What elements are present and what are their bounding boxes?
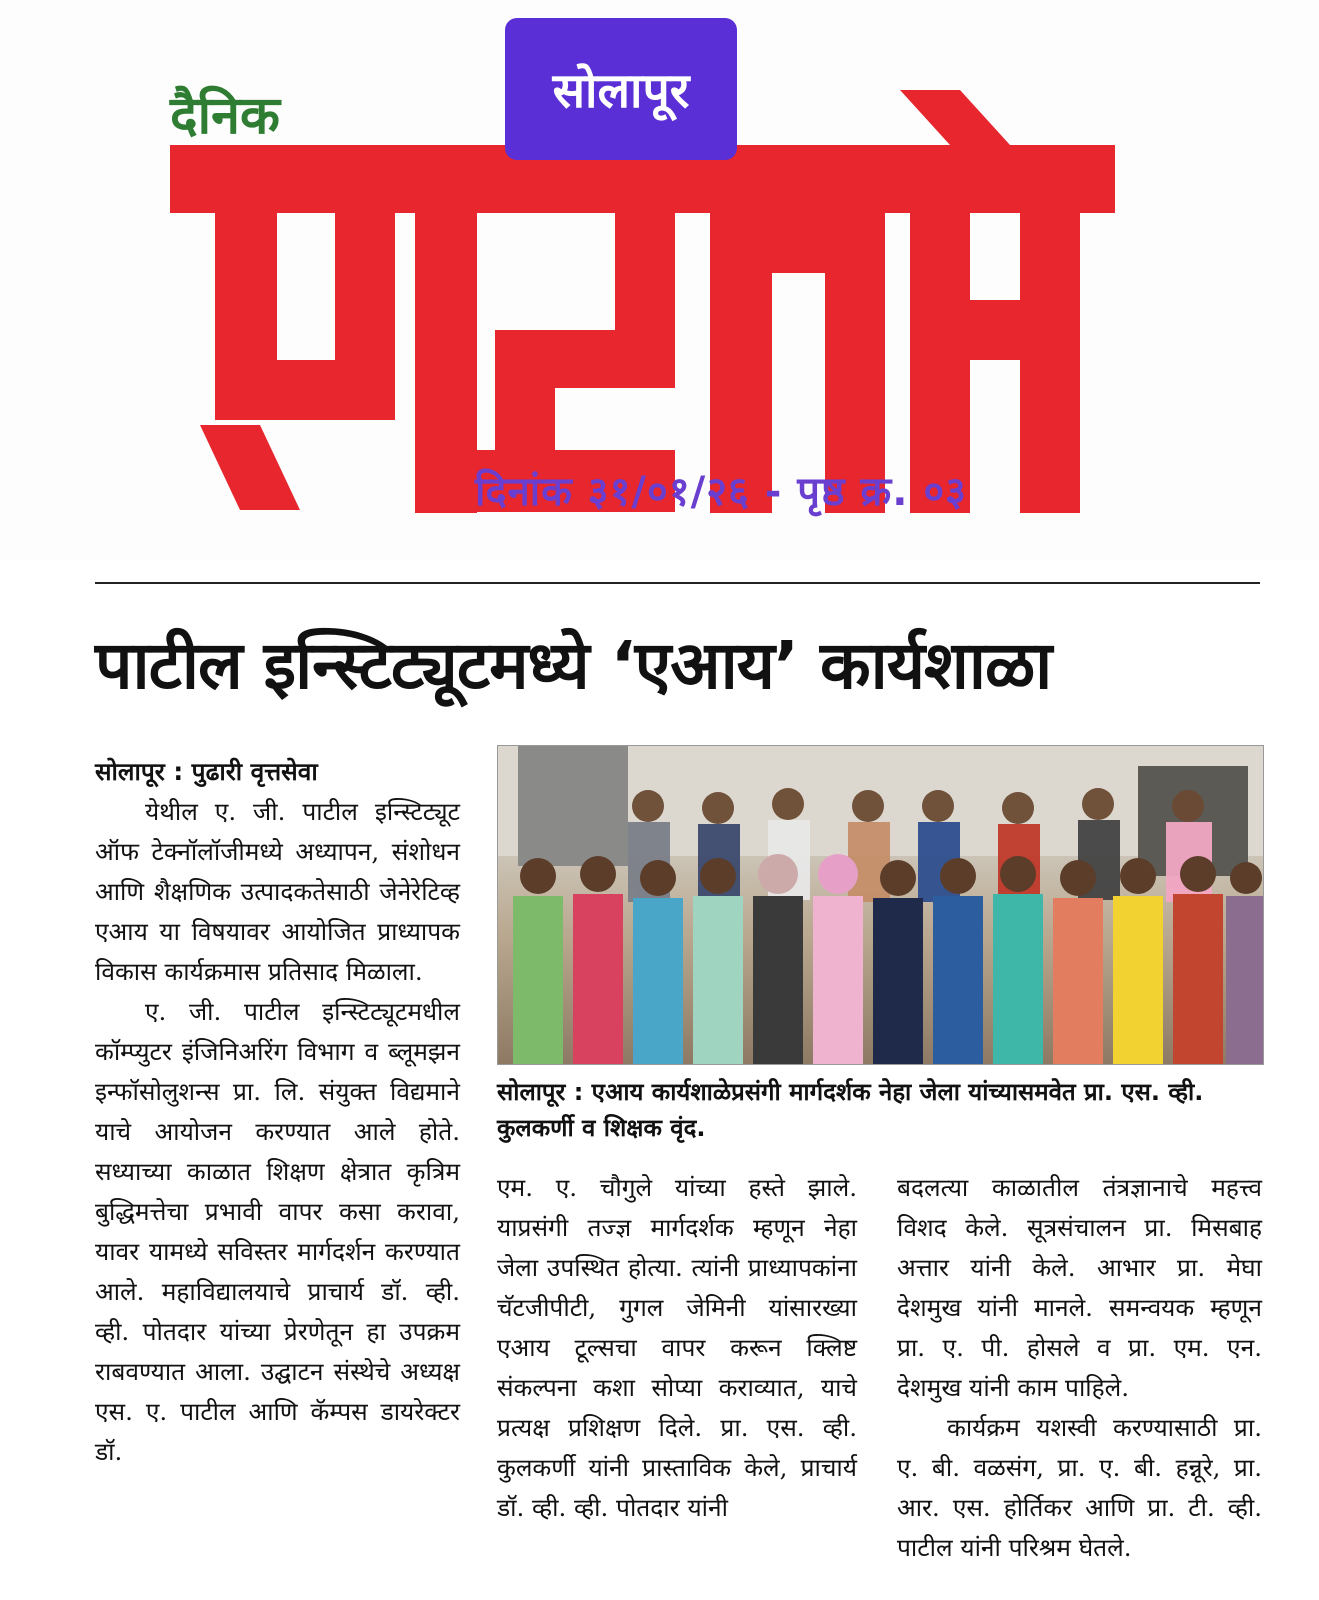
article-photo (497, 745, 1264, 1065)
masthead-prefix: दैनिक (170, 86, 280, 146)
article-column-1 (95, 752, 460, 1472)
article-column-2 (497, 1168, 857, 1528)
paragraph: कार्यक्रम यशस्वी करण्यासाठी प्रा. ए. बी. वळसंग, प्रा. ए. बी. हन्नूरे, प्रा. आर. एस. होर्तिकर आणि प्रा. टी. व्ही. पाटील यांनी परिश्रम घेतले. (897, 1413, 1262, 1562)
paragraph: येथील ए. जी. पाटील इन्स्टिट्यूट ऑफ टेक्नॉलॉजीमध्ये अध्यापन, संशोधन आणि शैक्षणिक उत्पादकतेसाठी जेनेरेटिव्ह एआय या विषयावर आयोजित प्राध्यापक विकास कार्यक्रमास प्रतिसाद मिळाला. (95, 797, 460, 986)
city-name: सोलापूर (552, 62, 690, 119)
article-source: सोलापूर : पुढारी वृत्तसेवा (95, 757, 318, 786)
city-badge (505, 18, 737, 160)
edition-dateline: दिनांक ३१/०१/२६ - पृष्ठ क्र. ०३ (475, 469, 967, 515)
paragraph: बदलत्या काळातील तंत्रज्ञानाचे महत्त्व विशद केले. सूत्रसंचालन प्रा. मिसबाह अत्तार यांनी केले. आभार प्रा. मेघा देशमुख यांनी मानले. समन्वयक म्हणून प्रा. ए. पी. होसले व प्रा. एम. एन. देशमुख यांनी काम पाहिले. (897, 1173, 1262, 1402)
paragraph: एम. ए. चौगुले यांच्या हस्ते झाले. याप्रसंगी तज्ज्ञ मार्गदर्शक म्हणून नेहा जेला उपस्थित होत्या. त्यांनी प्राध्यापकांना चॅटजीपीटी, गुगल जेमिनी यांसारख्या एआय टूल्सचा वापर करून क्लिष्ट संकल्पना कशा सोप्या कराव्यात, याचे प्रत्यक्ष प्रशिक्षण दिले. प्रा. एस. व्ही. कुलकर्णी यांनी प्रास्ताविक केले, प्राचार्य डॉ. व्ही. व्ही. पोतदार यांनी (497, 1173, 857, 1522)
photo-caption: सोलापूर : एआय कार्यशाळेप्रसंगी मार्गदर्शक नेहा जेला यांच्यासमवेत प्रा. एस. व्ही. कुलकर्णी व शिक्षक वृंद. (497, 1078, 1204, 1142)
group-photo-placeholder (498, 746, 1263, 1064)
divider-rule (95, 582, 1260, 584)
article-headline: पाटील इन्स्टिट्यूटमध्ये ‘एआय’ कार्यशाळा (95, 627, 1052, 704)
paragraph: ए. जी. पाटील इन्स्टिट्यूटमधील कॉम्प्युटर इंजिनिअरिंग विभाग व ब्लूमझन इन्फॉसोलुशन्स प्रा. लि. संयुक्त विद्यमाने याचे आयोजन करण्यात आले होते. सध्याच्या काळात शिक्षण क्षेत्रात कृत्रिम बुद्धिमत्तेचा प्रभावी वापर कसा करावा, यावर यामध्ये सविस्तर मार्गदर्शन करण्यात आले. महाविद्यालयाचे प्राचार्य डॉ. व्ही. व्ही. पोतदार यांच्या प्रेरणेतून हा उपक्रम राबवण्यात आला. उद्घाटन संस्थेचे अध्यक्ष एस. ए. पाटील आणि कॅम्पस डायरेक्टर डॉ. (95, 997, 460, 1466)
article-column-3 (897, 1168, 1262, 1568)
masthead (0, 0, 1319, 560)
